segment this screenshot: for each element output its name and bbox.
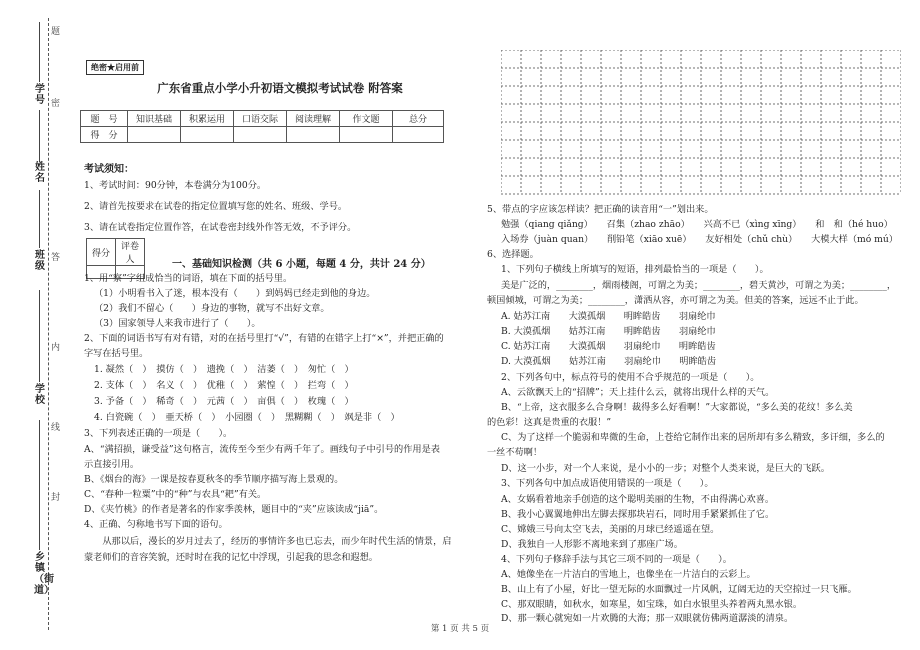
class-blank[interactable]: [39, 190, 40, 248]
score-table-value-row: [81, 127, 444, 143]
notice-item: 1、考试时间：90分钟，本卷满分为100分。: [84, 180, 267, 191]
seal-char: 封: [51, 493, 61, 503]
question-line: 的色彩！这真是贵重的衣服！”: [487, 417, 612, 428]
question-line: D、我独自一人形影不离地来到了那座广场。: [501, 539, 683, 550]
question-line: A、“满招损，谦受益”这句格言，流传至今至少有两千年了。画线句子中引号的作用是表: [84, 444, 440, 455]
score-cell: 题 号: [81, 111, 128, 127]
seal-char-top: 题: [51, 27, 61, 37]
class-label: 班级: [35, 250, 45, 272]
question-line: D、那一颗心就宛如一片欢腾的大海；那一双眼就仿佛两道潺淡的清泉。: [501, 613, 794, 624]
question-line: （1）小明看书入了迷，根本没有（ ）到妈妈已经走到他的身边。: [94, 288, 376, 299]
left-column: [80, 0, 480, 650]
question-line: 3、下列表述正确的一项是（ ）。: [84, 428, 233, 439]
score-cell: 阅读理解: [287, 111, 340, 127]
question-line: C、“春种一粒粟”中的“种”与农具“耙”有关。: [84, 489, 267, 500]
score-entry[interactable]: [287, 127, 340, 143]
score-entry[interactable]: [340, 127, 393, 143]
question-line: 4、下列句子修辞手法与其它三项不同的一项是（ ）。: [501, 554, 732, 565]
page-title: 广东省重点小学小升初语文模拟考试试卷 附答案: [157, 81, 403, 95]
question-line: 2. 支体（ ） 名义（ ） 优稚（ ） 萦惶（ ） 拦弯（ ）: [94, 380, 354, 391]
score-cell: 知识基础: [128, 111, 181, 127]
question-line: C、为了这样一个脆弱和卑微的生命，上苍给它制作出来的居所却有多么精致，多讦细，多么的: [501, 432, 885, 443]
score-entry[interactable]: [181, 127, 234, 143]
seal-char: 内: [51, 343, 61, 353]
question-line: 美是广泛的，________，烟雨楼阁，可谓之为美；________，碧天黄沙，可谓之为美；________，: [501, 280, 897, 291]
question-line: B、我小心翼翼地伸出左脚去探那块岩石，同时用手紧紧抓住了它。: [501, 509, 775, 520]
secret-stamp: 绝密★启用前: [86, 60, 144, 75]
question-line: 顿国倾城，可谓之为美；________，潇洒从容，亦可谓之为美。但美的答案，远远不止于此。: [487, 295, 864, 306]
score-cell: 积累运用: [181, 111, 234, 127]
question-line: D、《夹竹桃》的作者是著名的作家季羡林，题目中的“夹”应该读成“jiā”。: [84, 504, 384, 515]
question-line: 1、用“察”字组成恰当的词语，填在下面的括号里。: [84, 273, 293, 284]
question-line: 一丝不苟啊！: [487, 447, 543, 458]
question-line: A、云欲飘天上的“招牌”；天上挂什么云，就将出现什么样的天气。: [501, 387, 775, 398]
question-line: 字写在括号里。: [84, 348, 149, 359]
question-line: 示直接引用。: [84, 459, 140, 470]
question-line: B、“上帝，这衣服多么合身啊！裁得多么好看啊！”大家都说，“多么美的花纹！多么美: [501, 402, 853, 413]
score-table: [80, 110, 444, 143]
question-line: B、《烟台的海》一课是按春夏秋冬的季节顺序描写海上景观的。: [84, 474, 344, 485]
school-label: 学校: [35, 384, 45, 406]
notice-item: 2、请首先按要求在试卷的指定位置填写您的姓名、班级、学号。: [84, 201, 348, 212]
score-cell: 作文题: [340, 111, 393, 127]
question-line: 3、下列各句中加点成语使用错误的一项是（ ）。: [501, 478, 714, 489]
question-line: B. 大漠孤烟 姑苏江南 明眸皓齿 羽扇纶巾: [501, 326, 716, 337]
question-line: A. 姑苏江南 大漠孤烟 明眸皓齿 羽扇纶巾: [501, 311, 716, 322]
question-line: 2、下列各句中，标点符号的使用不合乎规范的一项是（ ）。: [501, 372, 760, 383]
binding-strip: [0, 0, 68, 650]
question-line: B、山上有了小屋，好比一望无际的水面飘过一片风帆，辽阔无边的天空掠过一只飞雁。: [501, 584, 857, 595]
score-cell: 口语交际: [234, 111, 287, 127]
question-line: 3. 予备（ ） 稀奇（ ） 元茜（ ） 亩俱（ ） 枚瑰（ ）: [94, 396, 354, 407]
writing-grid[interactable]: [501, 50, 901, 195]
question-line: 2、下面的词语书写有对有错，对的在括号里打“√”，有错的在错字上打“×”，并把正确的: [84, 333, 444, 344]
seal-char: 答: [51, 253, 61, 263]
question-line: A、她像坐在一片洁白的雪地上，也像坐在一片洁白的云彩上。: [501, 569, 756, 580]
seal-line: [48, 18, 49, 630]
question-line: 5、带点的字应该怎样读？把正确的读音用“一”划出来。: [487, 204, 714, 215]
question-line: D. 大漠孤烟 姑苏江南 羽扇纶巾 明眸皓齿: [501, 356, 717, 367]
question-line: C、那双眼睛，如秋水，如寒星，如宝珠，如白水银里头养着两丸黑水银。: [501, 599, 803, 610]
question-line: 从那以后，漫长的岁月过去了，经历的事情许多也已忘去，而少年时代生活的情景，启: [84, 536, 452, 547]
score-row-label: 得 分: [81, 127, 128, 143]
name-blank[interactable]: [39, 110, 40, 162]
notice-heading: 考试须知：: [84, 164, 134, 175]
township-blank[interactable]: [39, 420, 40, 550]
section1-heading: 一、基础知识检测（共 6 小题，每题 4 分，共计 24 分）: [172, 259, 431, 270]
score-table-header-row: [81, 111, 444, 127]
name-label: 姓名: [35, 162, 45, 184]
question-line: 蒙老师们的音容笑貌，还时时在我的记忆中浮现，引起我的思念和遐想。: [84, 552, 378, 563]
score-entry[interactable]: [234, 127, 287, 143]
question-line: 入场券（juàn quan） 削铅笔（xiāo xuē） 友好相处（chǔ chù） 大模大样（mó mú）: [501, 234, 898, 245]
seal-char: 密: [51, 99, 61, 109]
score-entry[interactable]: [393, 127, 444, 143]
grader-name-label: 评卷人: [116, 239, 145, 266]
question-line: （3）国家领导人来我市进行了（ ）。: [94, 318, 261, 329]
writing-grid-svg: [501, 50, 901, 195]
right-column: [487, 0, 907, 650]
question-line: C. 姑苏江南 大漠孤烟 羽扇纶巾 明眸皓齿: [501, 341, 716, 352]
page-number: 第 1 页 共 5 页: [430, 624, 490, 634]
question-line: （2）我们不留心（ ）身边的事物，就写不出好文章。: [94, 303, 330, 314]
question-line: 4、正确、匀称地书写下面的语句。: [84, 519, 228, 530]
score-entry[interactable]: [128, 127, 181, 143]
student-id-blank[interactable]: [39, 22, 40, 82]
score-cell: 总分: [393, 111, 444, 127]
student-id-label: 学号: [35, 84, 45, 106]
township-label: 乡镇（街道）: [34, 552, 54, 596]
question-line: D、这一小步，对一个人来说，是小小的一步；对整个人类来说，是巨大的飞跃。: [501, 463, 830, 474]
question-line: C、嫦娥三号向太空飞去，美丽的月球已经遥遥在望。: [501, 524, 720, 535]
question-line: 勉强（qiang qiǎng） 召集（zhao zhāo） 兴高不已（xìng xīng） 和 和（hé huo）: [501, 219, 893, 230]
question-line: 6、选择题。: [487, 249, 539, 260]
school-blank[interactable]: [39, 290, 40, 382]
grader-score-label: 得分: [87, 239, 116, 266]
question-line: 1. 凝然（ ） 摸仿（ ） 遗挽（ ） 洁萎（ ） 匆忙（ ）: [94, 364, 354, 375]
question-line: 1、下列句子横线上所填写的短语，排列最恰当的一项是（ ）。: [501, 264, 769, 275]
seal-char: 线: [51, 423, 61, 433]
notice-item: 3、请在试卷指定位置作答，在试卷密封线外作答无效，不予评分。: [84, 222, 357, 233]
question-line: 4. 白瓷碗（ ） 亜天桥（ ） 小园圈（ ） 黑糊糊（ ） 飒是非（ ）: [94, 412, 400, 423]
question-line: A、女娲看着地亲手创造的这个聪明美丽的生物，不由得满心欢喜。: [501, 494, 775, 505]
